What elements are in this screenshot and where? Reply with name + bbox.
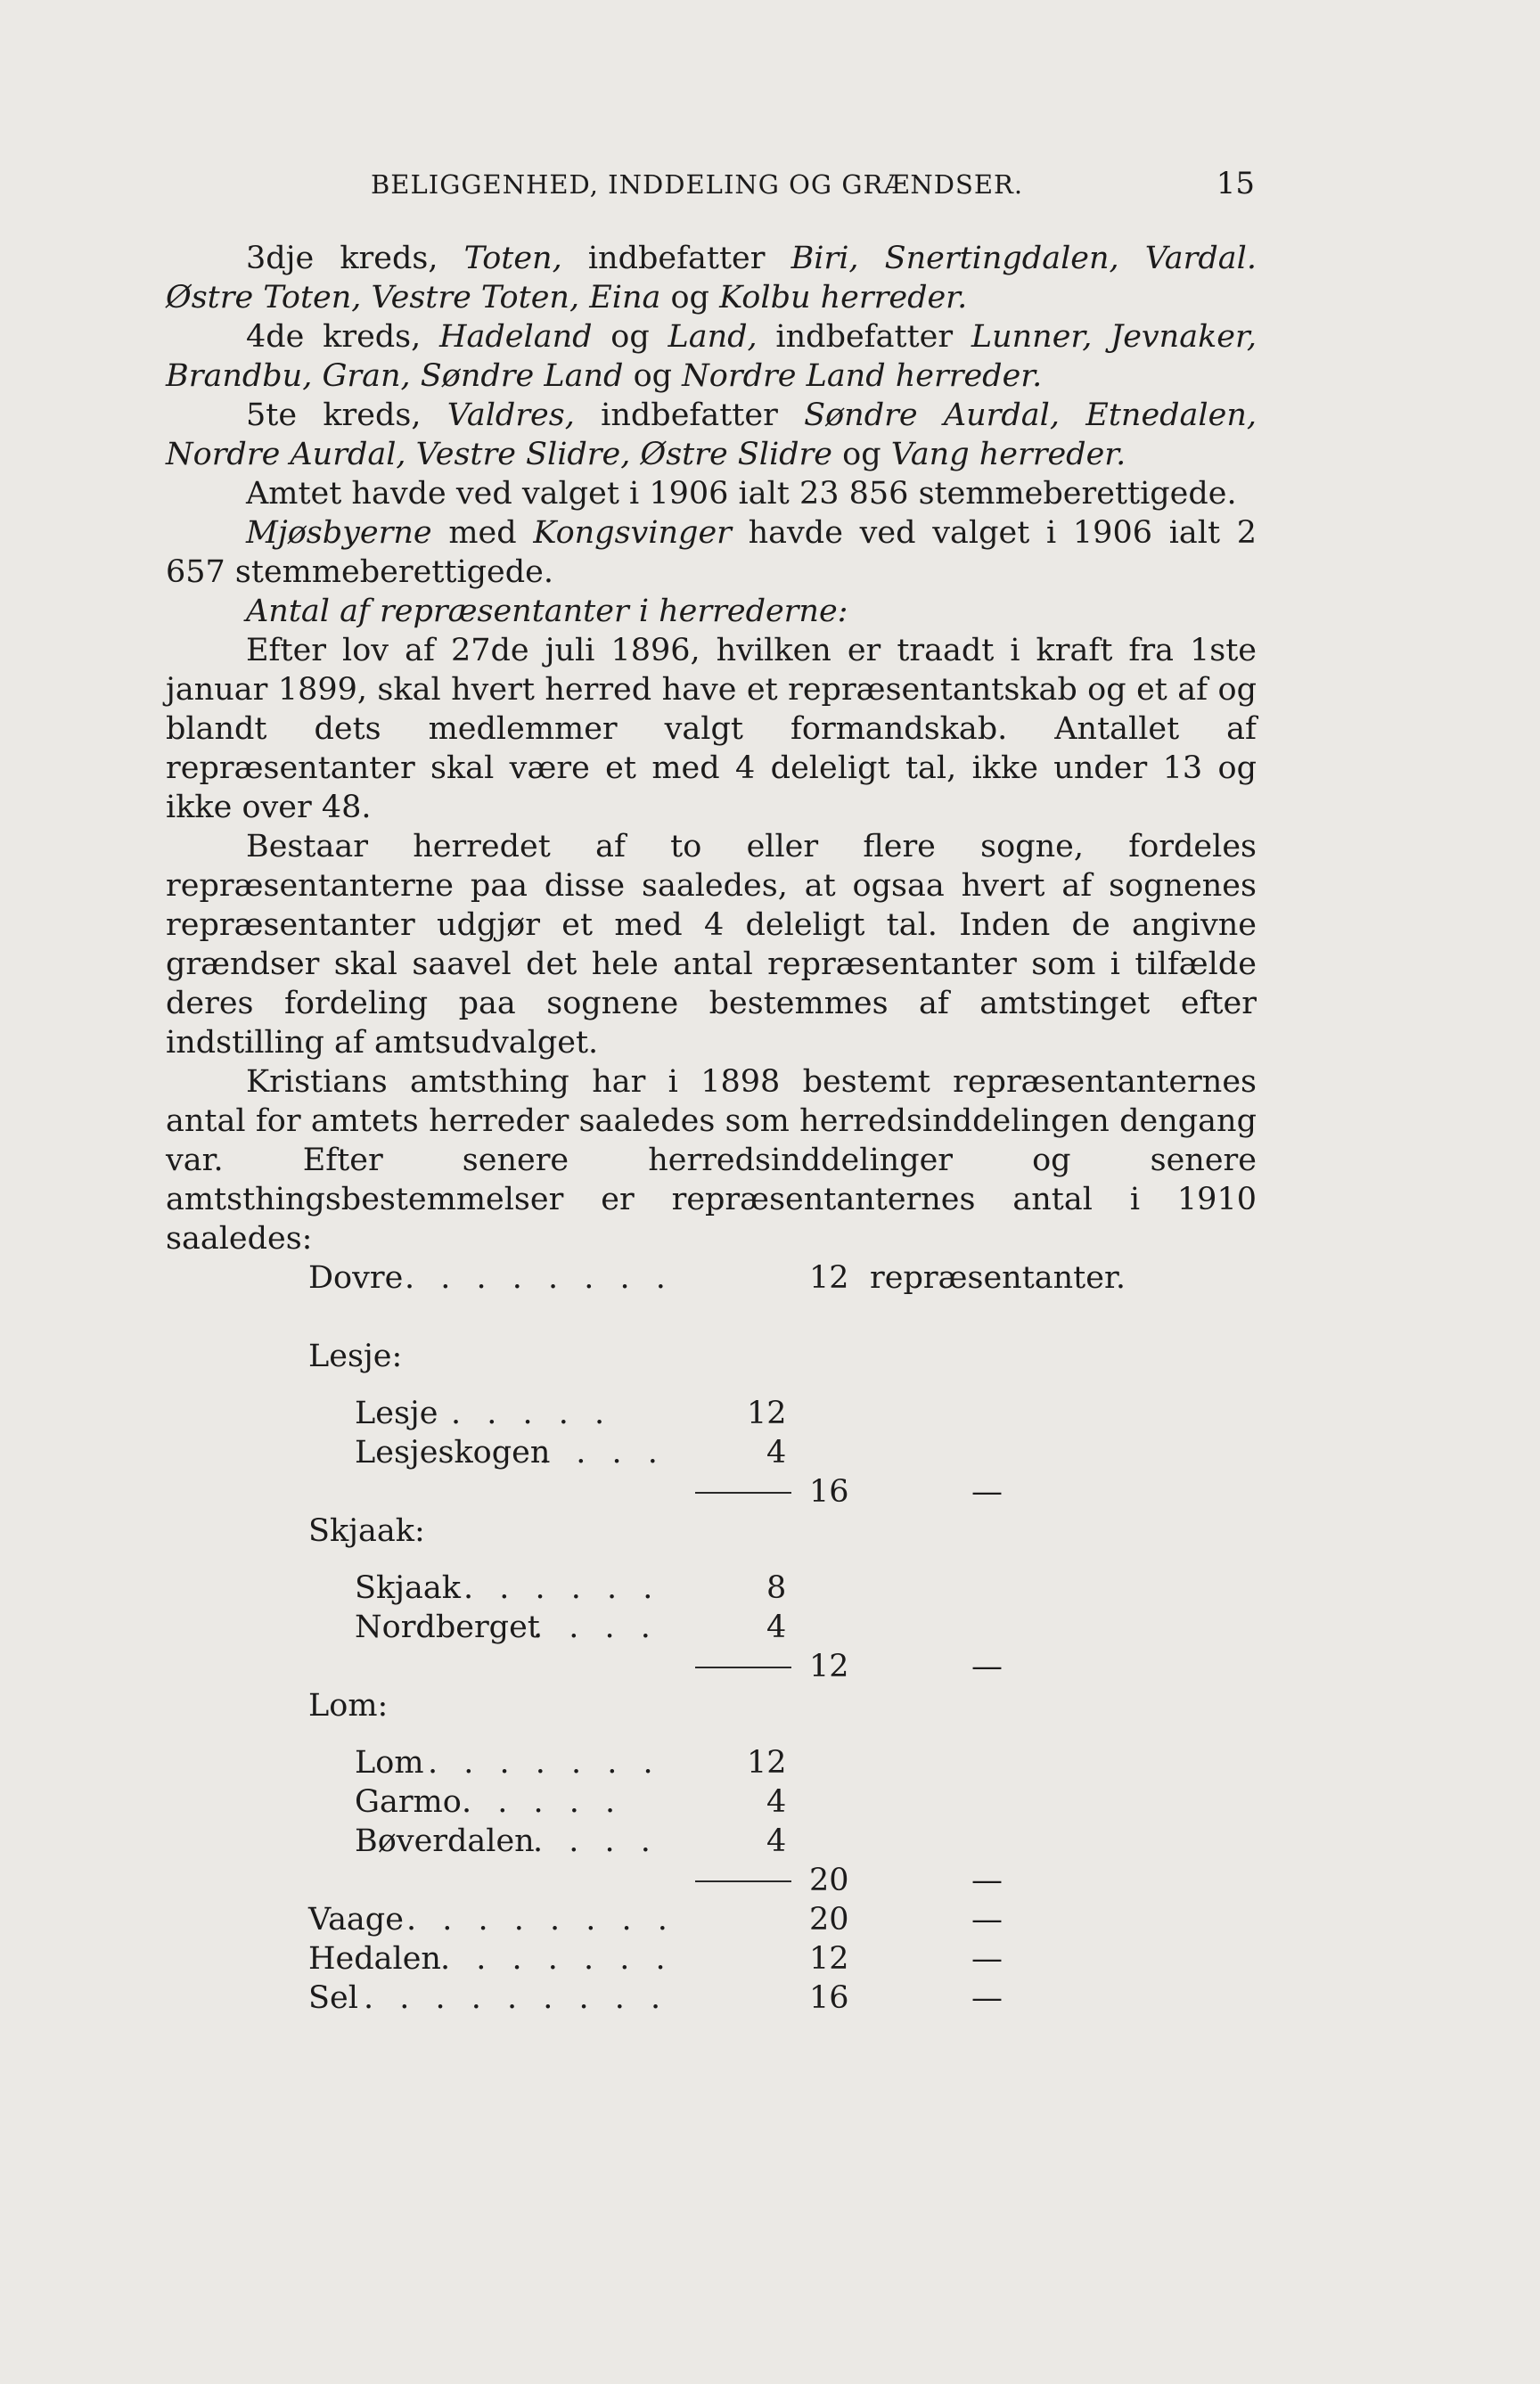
text-run: og (832, 437, 891, 472)
row-name: Vaage (308, 1902, 404, 1938)
paragraph (166, 1062, 1257, 1258)
text-run: og (660, 280, 720, 315)
row-value: 12 (747, 1396, 787, 1431)
text-run: Kristians amtsthing har i 1898 bestemt repræsentanternes antal for amtets herreder saaledes som herredsinddelingen dengang var. Efter senere herredsinddelinger og senere amtsthingsbestemmelser er repræsentanternes antal i 1910 saaledes: (166, 1064, 1257, 1257)
text-run: indbefatter (757, 319, 971, 355)
table-row (308, 1569, 1200, 1608)
row-name: Hedalen (308, 1941, 441, 1977)
leader-dots: . . . . (533, 1610, 659, 1645)
row-value: 20 (809, 1902, 849, 1938)
table-row (308, 1394, 1200, 1433)
group-name: Lesje: (308, 1339, 403, 1374)
table-row (308, 1782, 1200, 1822)
ditto-dash: — (971, 1980, 1003, 2016)
row-value: 4 (766, 1610, 787, 1645)
table-row (308, 1743, 1200, 1782)
paragraph (166, 631, 1257, 827)
running-head: BELIGGENHED, INDDELING OG GRÆNDSER. (371, 169, 1024, 200)
text-run: 4de kreds, (246, 319, 440, 355)
row-value: 4 (766, 1823, 787, 1859)
paragraph (166, 592, 1257, 631)
text-run: Biri, Snertingdalen, Vardal. Østre Toten, Vestre Toten, Eina (166, 241, 1257, 315)
sum-rule (695, 1492, 791, 1494)
leader-dots: . . . . . (462, 1784, 624, 1820)
row-name: Skjaak (355, 1570, 461, 1606)
text-run: Land, (668, 319, 758, 355)
text-run: og (592, 319, 668, 355)
text-run: Vang herreder. (890, 437, 1126, 472)
page-header (166, 166, 1255, 210)
row-value: 4 (766, 1435, 787, 1471)
row-value: 12 (809, 1941, 849, 1977)
table-row (308, 1433, 1200, 1472)
paragraph (166, 317, 1257, 396)
subtotal-value: 20 (809, 1863, 849, 1898)
row-name: Lesjeskogen (355, 1435, 551, 1471)
ditto-dash: — (971, 1474, 1003, 1510)
leader-dots: . . . . . . . . (406, 1902, 676, 1938)
table-row (308, 1258, 1200, 1298)
subtotal-row (308, 1472, 1200, 1512)
row-value: 4 (766, 1784, 787, 1820)
row-name: Lom (355, 1745, 424, 1781)
row-name: Lesje (355, 1396, 438, 1431)
ditto-dash: — (971, 1941, 1003, 1977)
subtotal-row (308, 1861, 1200, 1900)
subtotal-row (308, 1647, 1200, 1686)
table-row (308, 1939, 1200, 1978)
leader-dots: . . . . . . (463, 1570, 661, 1606)
text-run: Kongsvinger (533, 515, 732, 551)
row-value: 12 (747, 1745, 787, 1781)
leader-dots: . . . . . . . . (405, 1260, 674, 1296)
row-name: Dovre (308, 1260, 404, 1296)
row-unit: repræsentanter. (870, 1260, 1126, 1296)
paragraph (166, 827, 1257, 1062)
page-number: 15 (1216, 166, 1255, 201)
text-run: indbefatter (561, 241, 791, 276)
leader-dots: . . . . (533, 1823, 659, 1859)
group-name: Skjaak: (308, 1513, 425, 1549)
ditto-dash: — (971, 1649, 1003, 1684)
leader-dots: . . . . . . . (428, 1745, 661, 1781)
row-value: 12 (809, 1260, 849, 1296)
paragraph (166, 396, 1257, 474)
row-name: Bøverdalen (355, 1823, 535, 1859)
leader-dots: . . . . . (451, 1396, 613, 1431)
text-run: Mjøsbyerne (246, 515, 432, 551)
group-heading (308, 1512, 1200, 1551)
text-run: Bestaar herredet af to eller flere sogne, fordeles repræsentanterne paa disse saaledes, at ogsaa hvert af sognenes repræsentanter udgjør et med 4 deleligt tal. Inden de angivne grændser skal saavel det hele antal repræsentanter som i tilfælde deres fordeling paa sognene bestemmes af amtstinget efter indstilling af amtsudvalget. (166, 829, 1257, 1061)
subtotal-value: 16 (809, 1474, 849, 1510)
row-name: Sel (308, 1980, 358, 2016)
text-run: Hadeland (439, 319, 593, 355)
leader-dots: . . . . (540, 1435, 666, 1471)
row-name: Nordberget (355, 1610, 540, 1645)
text-run: 5te kreds, (246, 397, 447, 433)
paragraph (166, 513, 1257, 592)
ditto-dash: — (971, 1902, 1003, 1938)
text-run: Lunner, Jevnaker, Brandbu, Gran, Søndre Land (166, 319, 1257, 394)
text-run: 3dje kreds, (246, 241, 464, 276)
row-value: 8 (766, 1570, 787, 1606)
sum-rule (695, 1667, 791, 1668)
ditto-dash: — (971, 1863, 1003, 1898)
text-run: havde ved valget i 1906 ialt 2 657 stemmeberettigede. (166, 515, 1257, 590)
group-heading (308, 1337, 1200, 1376)
leader-dots: . . . . . . . . . (364, 1980, 669, 2016)
table-row (308, 1978, 1200, 2018)
text-run: Amtet havde ved valget i 1906 ialt 23 856 stemmeberettigede. (246, 476, 1237, 512)
text-run: Kolbu herreder. (719, 280, 968, 315)
text-run: Antal af repræsentanter i herrederne: (246, 594, 848, 629)
group-heading (308, 1686, 1200, 1725)
subtotal-value: 12 (809, 1649, 849, 1684)
table-row (308, 1822, 1200, 1861)
text-run: og (623, 358, 683, 394)
text-run: Valdres, (446, 397, 575, 433)
row-value: 16 (809, 1980, 849, 2016)
table-row (308, 1608, 1200, 1647)
text-run: Efter lov af 27de juli 1896, hvilken er traadt i kraft fra 1ste januar 1899, skal hvert herred have et repræsentantskab og et af og blandt dets medlemmer valgt formandskab. Antallet af repræsentanter skal være et med 4 deleligt tal, ikke under 13 og ikke over 48. (166, 633, 1257, 825)
row-name: Garmo (355, 1784, 462, 1820)
group-name: Lom: (308, 1688, 389, 1724)
text-run: Toten, (463, 241, 562, 276)
leader-dots: . . . . . . . (440, 1941, 674, 1977)
body-text (166, 239, 1257, 1258)
paragraph (166, 474, 1257, 513)
text-run: med (431, 515, 534, 551)
text-run: indbefatter (574, 397, 805, 433)
text-run: Nordre Land herreder. (682, 358, 1043, 394)
text-run: Søndre Aurdal, Etnedalen, Nordre Aurdal, Vestre Slidre, Østre Slidre (166, 397, 1257, 472)
paragraph (166, 239, 1257, 317)
table-row (308, 1900, 1200, 1939)
sum-rule (695, 1880, 791, 1882)
